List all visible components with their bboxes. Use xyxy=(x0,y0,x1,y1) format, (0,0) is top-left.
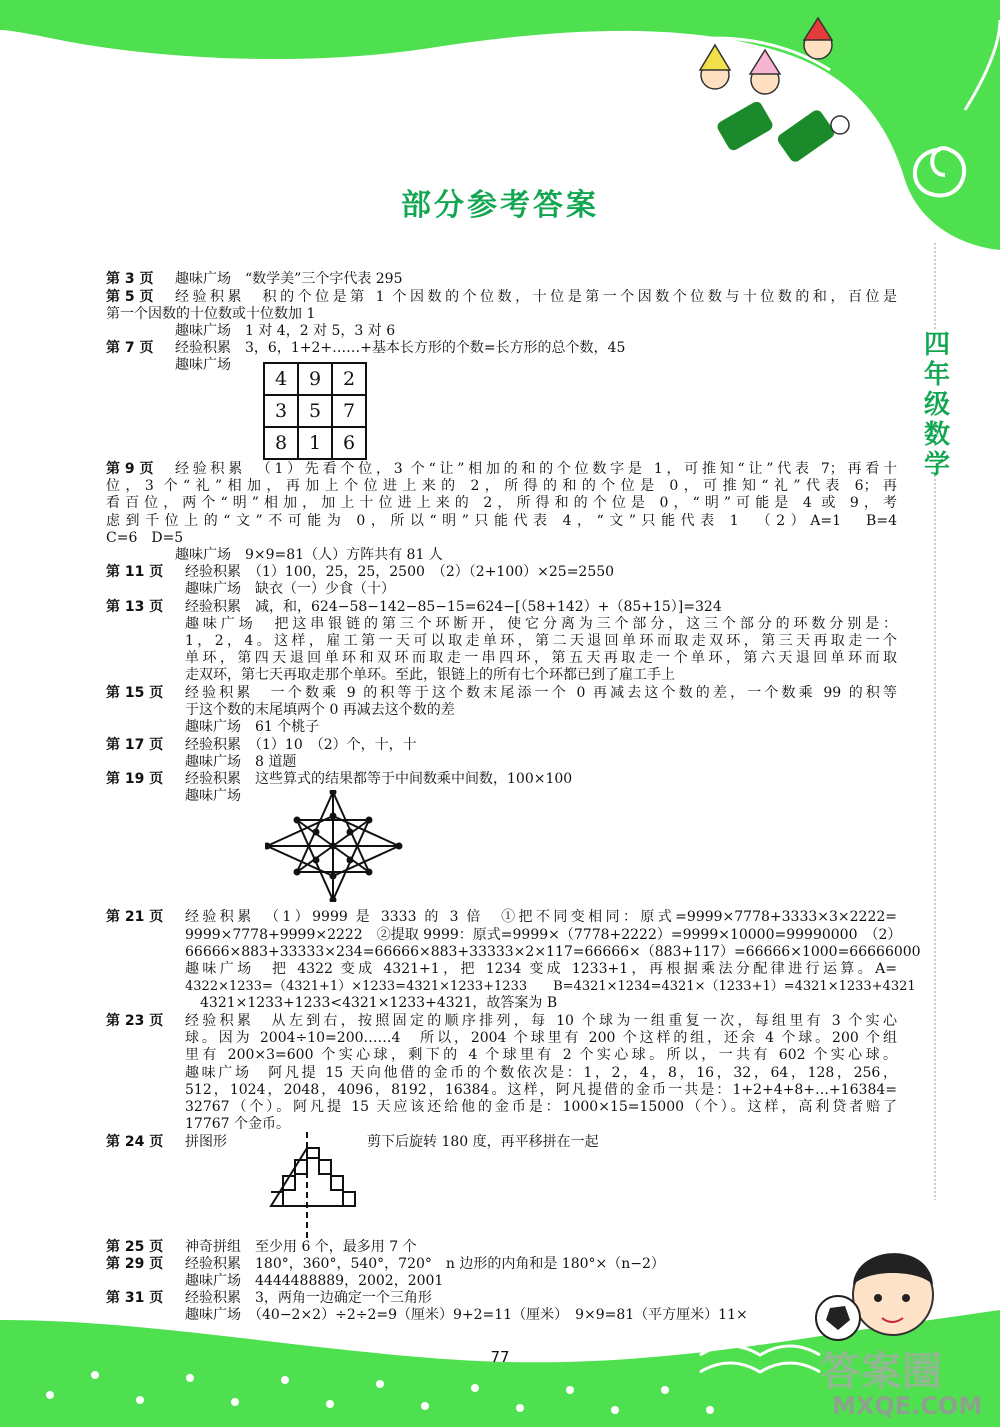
page-label: 第 19 页 xyxy=(106,771,164,787)
answer-line: 经验积累 减，和，624−58−142−85−15=624−[（58+142）+（85+15）]=324 xyxy=(185,599,722,615)
answer-line: 里有 200×3=600 个实心球，剩下的 4 个球里有 2 个实心球。所以，一共有 602 个实心球。 xyxy=(185,1047,897,1063)
page-label: 第 11 页 xyxy=(106,564,164,580)
page-label: 第 3 页 xyxy=(106,271,154,287)
staircase-figure xyxy=(265,1130,371,1240)
magic-square-cell: 7 xyxy=(332,395,366,427)
answer-line: 512，1024，2048，4096，8192，16384。这样，阿凡提借的金币一共是：1+2+4+8+…+16384= xyxy=(185,1082,897,1098)
answer-line: 走双环，第七天再取走那个单环。至此，银链上的所有七个环都已到了雇工手上 xyxy=(185,667,675,683)
magic-square-cell: 9 xyxy=(298,363,332,395)
page-label: 第 23 页 xyxy=(106,1013,164,1029)
answer-line: 趣味广场 xyxy=(185,788,241,804)
answer-line: 经验积累 180°，360°，540°，720° n 边形的内角和是 180°×（n−2） xyxy=(185,1256,665,1272)
answer-line: 经验积累 （1）9999 是 3333 的 3 倍 ①把不同变相同：原式=9999×7778+3333×3×2222= xyxy=(185,909,897,925)
answer-line: 趣味广场 8 道题 xyxy=(185,754,297,770)
side-title-char: 学 xyxy=(923,450,950,480)
answer-line: C=6 D=5 xyxy=(106,530,184,546)
magic-square-cell: 2 xyxy=(332,363,366,395)
side-title-char: 四 xyxy=(923,330,950,360)
watermark-url: MXQE.COM xyxy=(832,1392,983,1420)
magic-square-cell: 1 xyxy=(298,427,332,459)
page-title: 部分参考答案 xyxy=(401,188,599,223)
magic-square-cell: 6 xyxy=(332,427,366,459)
answer-line: 趣味广场 （40−2×2）÷2÷2=9（厘米）9+2=11（厘米） 9×9=81（平方厘米）11× xyxy=(185,1307,748,1323)
answer-line: 于这个数的末尾填两个 0 再减去这个数的差 xyxy=(185,702,455,718)
side-title xyxy=(920,330,954,480)
page-label: 第 9 页 xyxy=(106,461,154,477)
answer-line: 17767 个金币。 xyxy=(185,1116,290,1132)
answer-line: 1，2，4。这样，雇工第一天可以取走单环，第二天退回单环而取走双环，第三天再取走一个 xyxy=(185,633,897,649)
answer-line: 拼图形 xyxy=(185,1134,227,1150)
answer-line: 4321×1233+1233<4321×1233+4321，故答案为 B xyxy=(200,995,558,1011)
answer-line: 经验积累 3，两角一边确定一个三角形 xyxy=(185,1290,432,1306)
magic-square-cell: 3 xyxy=(264,395,298,427)
answer-line: 剪下后旋转 180 度，再平移拼在一起 xyxy=(367,1134,599,1150)
page-label: 第 13 页 xyxy=(106,599,164,615)
page-label: 第 24 页 xyxy=(106,1134,164,1150)
magic-square xyxy=(263,362,367,460)
magic-square-cell: 4 xyxy=(264,363,298,395)
answer-line: 趣味广场 4444488889，2002，2001 xyxy=(185,1273,444,1289)
answer-line: 神奇拼组 至少用 6 个，最多用 7 个 xyxy=(185,1239,417,1255)
side-title-char: 数 xyxy=(923,420,950,450)
answer-line: 趣味广场 把 4322 变成 4321+1，把 1234 变成 1233+1，再根据乘法分配律进行运算。A= xyxy=(185,961,897,977)
answer-line: 虑到千位上的“文”不可能为 0，所以“明”只能代表 4，“文”只能代表 1 （2）A=1 B=4 xyxy=(106,513,897,529)
page-label: 第 5 页 xyxy=(106,289,154,305)
page-label: 第 17 页 xyxy=(106,737,164,753)
star-figure xyxy=(265,790,405,902)
answer-line: 经验积累 积的个位是第 1 个因数的个位数，十位是第一个因数个位数与十位数的和，百位是 xyxy=(175,289,897,305)
answer-line: 经验积累 从左到右，按照固定的顺序排列，每 10 个球为一组重复一次，每组里有 3 个实心 xyxy=(185,1013,897,1029)
answer-line: 4322×1233=（4321+1）×1233=4321×1233+1233 B=4321×1234=4321×（1233+1）=4321×1233+4321 xyxy=(185,979,916,994)
side-title-char: 年 xyxy=(923,360,950,390)
answer-line: 9999×7778+9999×2222 ②提取 9999：原式=9999×（7778+2222）=9999×10000=99990000 （2） xyxy=(185,927,902,943)
answer-line: 单环，第四天退回单环和双环而取走一串四环，第五天再取走一个单环，第六天退回单环而取 xyxy=(185,650,897,666)
page-label: 第 31 页 xyxy=(106,1290,164,1306)
answer-line: 趣味广场 1 对 4，2 对 5，3 对 6 xyxy=(175,323,396,339)
answer-line: 趣味广场 阿凡提 15 天向他借的金币的个数依次是：1，2，4，8，16，32，64，128，256， xyxy=(185,1065,897,1081)
answer-line: 经验积累 （1）100，25，25，2500 （2）（2+100）×25=2550 xyxy=(185,564,615,580)
side-title-char: 级 xyxy=(923,390,950,420)
answer-line: 经验积累 一个数乘 9 的积等于这个数末尾添一个 0 再减去这个数的差，一个数乘 99 的积等 xyxy=(185,685,897,701)
answer-line: 经验积累 3，6，1+2+……+基本长方形的个数=长方形的总个数，45 xyxy=(175,340,626,356)
answer-line: 球。因为 2004÷10=200……4 所以，2004 个球里有 200 个这样的组，还余 4 个球。200 个组 xyxy=(185,1030,897,1046)
answer-line: 经验积累 （1）先看个位，3 个“让”相加的和的个位数字是 1，可推知“让”代表 7；再看十 xyxy=(175,461,897,477)
magic-square-cell: 5 xyxy=(298,395,332,427)
answer-line: 经验积累 （1）10 （2）个，十，十 xyxy=(185,737,417,753)
answer-line: 经验积累 这些算式的结果都等于中间数乘中间数，100×100 xyxy=(185,771,573,787)
answer-line: 趣味广场 缺衣（一）少食（十） xyxy=(185,581,395,597)
page-label: 第 25 页 xyxy=(106,1239,164,1255)
answer-line: 位，3 个“礼”相加，再加上个位进上来的 2，所得的和的个位是 0，可推知“礼”代表 6；再 xyxy=(106,478,897,494)
answer-line: 趣味广场 “数学美”三个字代表 295 xyxy=(175,271,403,287)
answer-line: 第一个因数的十位数或十位数加 1 xyxy=(106,306,316,322)
page-label: 第 15 页 xyxy=(106,685,164,701)
answer-line: 趣味广场 9×9=81（人）方阵共有 81 人 xyxy=(175,547,443,563)
answer-line: 看百位，两个“明”相加，加上十位进上来的 2，所得和的个位是 0，“明”可能是 4 或 9，考 xyxy=(106,495,897,511)
page-label: 第 7 页 xyxy=(106,340,154,356)
watermark-logo: 答案圈 xyxy=(820,1349,943,1395)
answer-line: 趣味广场 xyxy=(175,357,231,373)
page-label: 第 21 页 xyxy=(106,909,164,925)
page-number: 77 xyxy=(490,1348,510,1366)
answer-line: 趣味广场 61 个桃子 xyxy=(185,719,320,735)
answer-line: 66666×883+33333×234=66666×883+33333×2×117=66666×（883+117）=66666×1000=66666000 xyxy=(185,944,921,960)
magic-square-cell: 8 xyxy=(264,427,298,459)
answer-line: 趣味广场 把这串银链的第三个环断开，使它分离为三个部分，这三个部分的环数分别是： xyxy=(185,616,897,632)
page-label: 第 29 页 xyxy=(106,1256,164,1272)
answer-line: 32767（个）。阿凡提 15 天应该还给他的金币是：1000×15=15000（个）。这样，高利贷者赔了 xyxy=(185,1099,897,1115)
